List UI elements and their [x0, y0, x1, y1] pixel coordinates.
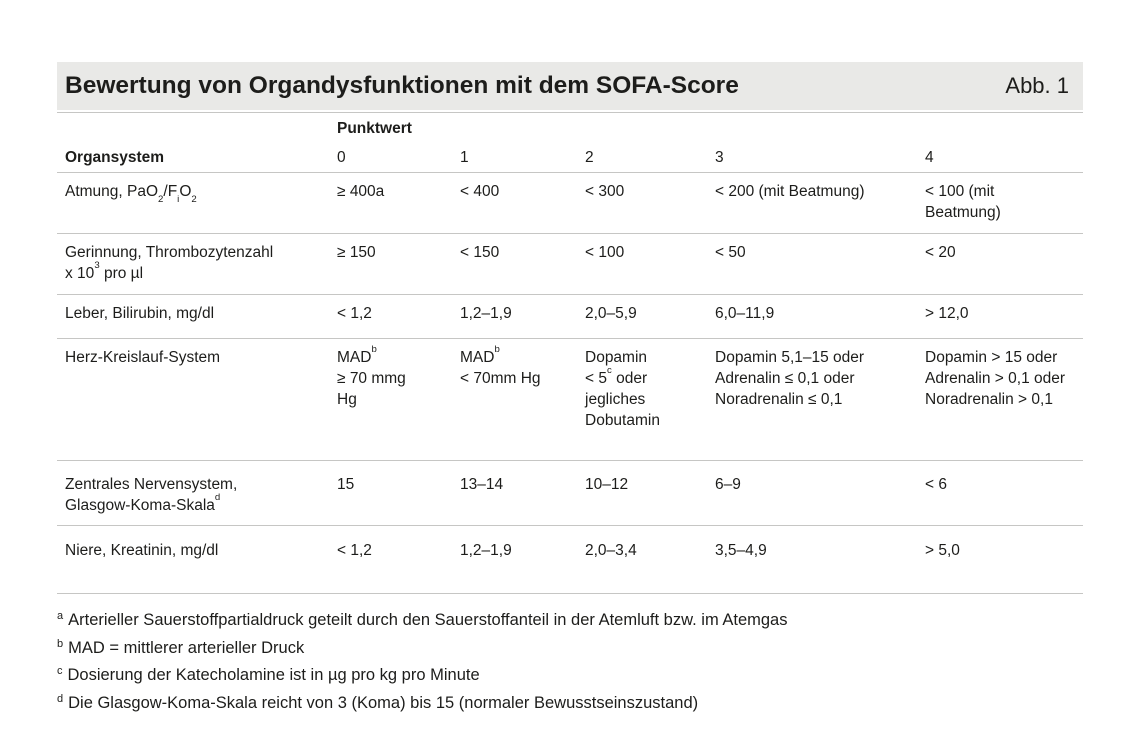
- column-header-4: 4: [925, 149, 934, 166]
- value-cell-0: 15: [337, 476, 355, 493]
- footnote-text: Arterieller Sauerstoffpartialdruck geteilt durch den Sauerstoffanteil in der Atemluft bzw. im Atemgas: [68, 611, 788, 629]
- footnote-text: Die Glasgow-Koma-Skala reicht von 3 (Koma) bis 15 (normaler Bewusstseinszustand): [68, 693, 699, 712]
- organ-cell: Herz-Kreislauf-System: [65, 349, 221, 366]
- value-cell-4: > 5,0: [925, 542, 960, 559]
- table-header: [57, 112, 1083, 173]
- value-cell-0: < 1,2: [337, 542, 372, 559]
- value-cell-1: $MAD^b$ < 70mm Hg: [460, 343, 541, 387]
- value-cell-2: 2,0–3,4: [585, 542, 637, 559]
- value-cell-2: < 300: [585, 183, 625, 200]
- value-cell-3: 6–9: [715, 476, 741, 493]
- footnote-marker: b: [57, 637, 64, 650]
- value-cell-4: Dopamin > 15 oder Adrenalin > 0,1 oder Noradrenalin > 0,1: [925, 349, 1066, 408]
- value-cell-3: < 50: [715, 244, 746, 261]
- value-cell-1: 13–14: [460, 476, 504, 493]
- value-cell-1: < 150: [460, 244, 500, 261]
- footnote-marker: d: [57, 692, 64, 705]
- points-group-header: Punktwert: [337, 120, 412, 137]
- table-body: [57, 173, 1083, 594]
- organ-cell: Zentrales Nervensystem, Glasgow-Koma-Skala$^d$: [65, 476, 238, 514]
- footnote: [57, 635, 1083, 663]
- column-header-3: 3: [715, 149, 724, 166]
- table-row: [57, 339, 1083, 461]
- footnote-text: Dosierung der Katecholamine ist in µg pro kg pro Minute: [67, 666, 480, 684]
- organ-cell: Gerinnung, Thrombozytenzahl x $10^3$ pro µl: [65, 244, 274, 282]
- value-cell-3: 3,5–4,9: [715, 542, 767, 559]
- value-cell-4: < 100 (mit Beatmung): [925, 183, 1001, 221]
- table-row: [57, 295, 1083, 339]
- page-title: Bewertung von Organdysfunktionen mit dem SOFA-Score: [65, 72, 739, 99]
- value-cell-2: < 100: [585, 244, 625, 261]
- column-header-1: 1: [460, 149, 469, 166]
- value-cell-2: 10–12: [585, 476, 629, 493]
- value-cell-2: 2,0–5,9: [585, 305, 637, 322]
- footnote: [57, 662, 1083, 690]
- value-cell-1: < 400: [460, 183, 500, 200]
- value-cell-0: ≥ 150: [337, 244, 376, 261]
- value-cell-2: Dopamin < $5^c$ oder jegliches Dobutamin: [585, 349, 660, 429]
- organ-cell: Atmung, $PaO_2/F_iO_2$: [65, 183, 197, 206]
- value-cell-1: 1,2–1,9: [460, 542, 512, 559]
- figure-titlebar: [57, 62, 1083, 110]
- value-cell-3: Dopamin 5,1–15 oder Adrenalin ≤ 0,1 oder Noradrenalin ≤ 0,1: [715, 349, 865, 408]
- footnotes: [57, 607, 1083, 717]
- value-cell-0: < 1,2: [337, 305, 372, 322]
- figure-number-label: Abb. 1: [1005, 73, 1069, 98]
- points-group-row: [57, 119, 1083, 138]
- organ-cell: Niere, Kreatinin, mg/dl: [65, 542, 219, 559]
- value-cell-3: < 200 (mit Beatmung): [715, 183, 865, 200]
- value-cell-4: < 6: [925, 476, 947, 493]
- table-row: [57, 234, 1083, 295]
- value-cell-1: 1,2–1,9: [460, 305, 512, 322]
- footnote: [57, 690, 1083, 718]
- footnote: [57, 607, 1083, 635]
- footnote-text: MAD = mittlerer arterieller Druck: [68, 638, 305, 657]
- column-header-row: [57, 148, 1083, 167]
- footnote-marker: a: [57, 610, 64, 622]
- value-cell-4: > 12,0: [925, 305, 969, 322]
- spacer-cell: [57, 119, 337, 138]
- column-header-2: 2: [585, 149, 594, 166]
- sofa-score-figure: [57, 62, 1083, 717]
- value-cell-0: ≥ 400a: [337, 183, 385, 200]
- table-row: [57, 526, 1083, 594]
- value-cell-4: < 20: [925, 244, 956, 261]
- column-header-organsystem: Organsystem: [65, 149, 165, 166]
- table-row: [57, 173, 1083, 234]
- column-header-0: 0: [337, 149, 346, 166]
- organ-cell: Leber, Bilirubin, mg/dl: [65, 305, 215, 322]
- sofa-score-table: [57, 112, 1083, 594]
- value-cell-0: $MAD^b$ ≥ 70 mmg Hg: [337, 343, 406, 408]
- table-row: [57, 461, 1083, 526]
- value-cell-3: 6,0–11,9: [715, 305, 775, 322]
- footnote-marker: c: [57, 665, 63, 677]
